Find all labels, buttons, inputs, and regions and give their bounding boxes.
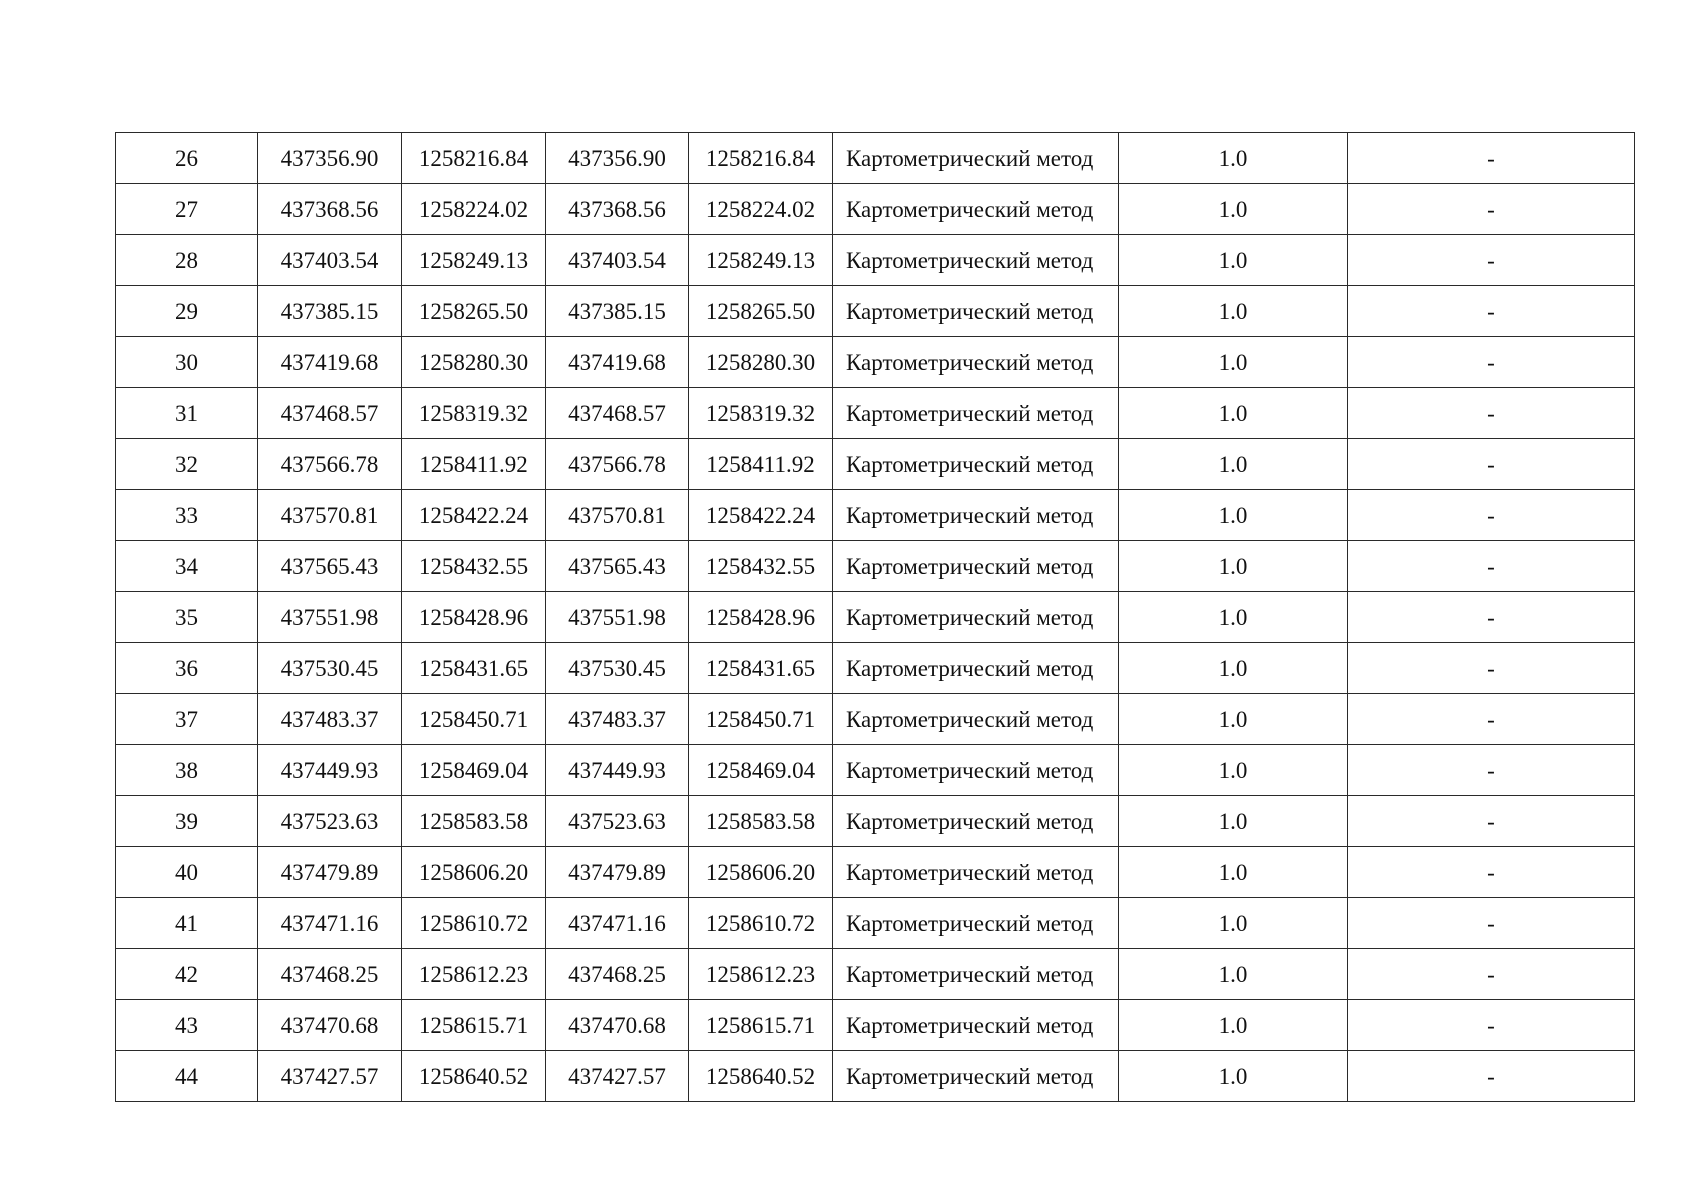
- point-number-cell: 32: [116, 439, 258, 490]
- table-row: [116, 592, 1635, 643]
- table-row: [116, 235, 1635, 286]
- refined-x-cell: 437368.56: [546, 184, 689, 235]
- table-row: [116, 133, 1635, 184]
- existing-y-cell: 1258280.30: [402, 337, 546, 388]
- existing-y-cell: 1258610.72: [402, 898, 546, 949]
- accuracy-cell: 1.0: [1119, 490, 1348, 541]
- refined-y-cell: 1258610.72: [689, 898, 833, 949]
- existing-x-cell: 437427.57: [258, 1051, 402, 1102]
- note-cell: -: [1348, 643, 1635, 694]
- note-cell: -: [1348, 541, 1635, 592]
- note-cell: -: [1348, 949, 1635, 1000]
- note-cell: -: [1348, 235, 1635, 286]
- point-number-cell: 33: [116, 490, 258, 541]
- refined-y-cell: 1258224.02: [689, 184, 833, 235]
- refined-x-cell: 437468.25: [546, 949, 689, 1000]
- note-cell: -: [1348, 898, 1635, 949]
- refined-x-cell: 437523.63: [546, 796, 689, 847]
- method-cell: Картометрический метод: [833, 235, 1119, 286]
- accuracy-cell: 1.0: [1119, 1000, 1348, 1051]
- refined-x-cell: 437470.68: [546, 1000, 689, 1051]
- table-row: [116, 796, 1635, 847]
- point-number-cell: 41: [116, 898, 258, 949]
- method-cell: Картометрический метод: [833, 337, 1119, 388]
- point-number-cell: 30: [116, 337, 258, 388]
- accuracy-cell: 1.0: [1119, 745, 1348, 796]
- existing-x-cell: 437468.57: [258, 388, 402, 439]
- existing-y-cell: 1258224.02: [402, 184, 546, 235]
- refined-x-cell: 437551.98: [546, 592, 689, 643]
- refined-y-cell: 1258612.23: [689, 949, 833, 1000]
- refined-y-cell: 1258432.55: [689, 541, 833, 592]
- note-cell: -: [1348, 184, 1635, 235]
- point-number-cell: 44: [116, 1051, 258, 1102]
- existing-y-cell: 1258615.71: [402, 1000, 546, 1051]
- table-row: [116, 949, 1635, 1000]
- note-cell: -: [1348, 1000, 1635, 1051]
- existing-y-cell: 1258450.71: [402, 694, 546, 745]
- refined-y-cell: 1258450.71: [689, 694, 833, 745]
- table-row: [116, 694, 1635, 745]
- accuracy-cell: 1.0: [1119, 694, 1348, 745]
- method-cell: Картометрический метод: [833, 388, 1119, 439]
- refined-x-cell: 437468.57: [546, 388, 689, 439]
- method-cell: Картометрический метод: [833, 490, 1119, 541]
- refined-y-cell: 1258249.13: [689, 235, 833, 286]
- refined-x-cell: 437403.54: [546, 235, 689, 286]
- point-number-cell: 36: [116, 643, 258, 694]
- existing-y-cell: 1258469.04: [402, 745, 546, 796]
- coordinates-table: [115, 132, 1635, 1102]
- existing-x-cell: 437419.68: [258, 337, 402, 388]
- refined-y-cell: 1258422.24: [689, 490, 833, 541]
- table-row: [116, 439, 1635, 490]
- method-cell: Картометрический метод: [833, 898, 1119, 949]
- note-cell: -: [1348, 694, 1635, 745]
- accuracy-cell: 1.0: [1119, 388, 1348, 439]
- note-cell: -: [1348, 796, 1635, 847]
- existing-x-cell: 437368.56: [258, 184, 402, 235]
- accuracy-cell: 1.0: [1119, 1051, 1348, 1102]
- refined-x-cell: 437419.68: [546, 337, 689, 388]
- existing-y-cell: 1258606.20: [402, 847, 546, 898]
- accuracy-cell: 1.0: [1119, 847, 1348, 898]
- refined-x-cell: 437530.45: [546, 643, 689, 694]
- table-row: [116, 745, 1635, 796]
- refined-x-cell: 437449.93: [546, 745, 689, 796]
- existing-x-cell: 437483.37: [258, 694, 402, 745]
- refined-y-cell: 1258469.04: [689, 745, 833, 796]
- refined-x-cell: 437471.16: [546, 898, 689, 949]
- method-cell: Картометрический метод: [833, 643, 1119, 694]
- existing-y-cell: 1258432.55: [402, 541, 546, 592]
- note-cell: -: [1348, 592, 1635, 643]
- existing-y-cell: 1258428.96: [402, 592, 546, 643]
- existing-y-cell: 1258612.23: [402, 949, 546, 1000]
- accuracy-cell: 1.0: [1119, 337, 1348, 388]
- refined-y-cell: 1258319.32: [689, 388, 833, 439]
- existing-y-cell: 1258319.32: [402, 388, 546, 439]
- method-cell: Картометрический метод: [833, 1051, 1119, 1102]
- method-cell: Картометрический метод: [833, 949, 1119, 1000]
- table-row: [116, 898, 1635, 949]
- refined-y-cell: 1258428.96: [689, 592, 833, 643]
- point-number-cell: 38: [116, 745, 258, 796]
- point-number-cell: 28: [116, 235, 258, 286]
- table-row: [116, 388, 1635, 439]
- method-cell: Картометрический метод: [833, 745, 1119, 796]
- refined-y-cell: 1258640.52: [689, 1051, 833, 1102]
- existing-x-cell: 437356.90: [258, 133, 402, 184]
- point-number-cell: 26: [116, 133, 258, 184]
- method-cell: Картометрический метод: [833, 439, 1119, 490]
- existing-y-cell: 1258431.65: [402, 643, 546, 694]
- point-number-cell: 43: [116, 1000, 258, 1051]
- accuracy-cell: 1.0: [1119, 541, 1348, 592]
- accuracy-cell: 1.0: [1119, 592, 1348, 643]
- existing-x-cell: 437523.63: [258, 796, 402, 847]
- existing-x-cell: 437551.98: [258, 592, 402, 643]
- note-cell: -: [1348, 490, 1635, 541]
- existing-y-cell: 1258216.84: [402, 133, 546, 184]
- point-number-cell: 37: [116, 694, 258, 745]
- method-cell: Картометрический метод: [833, 694, 1119, 745]
- note-cell: -: [1348, 745, 1635, 796]
- refined-x-cell: 437566.78: [546, 439, 689, 490]
- existing-x-cell: 437479.89: [258, 847, 402, 898]
- note-cell: -: [1348, 388, 1635, 439]
- accuracy-cell: 1.0: [1119, 184, 1348, 235]
- refined-y-cell: 1258280.30: [689, 337, 833, 388]
- existing-x-cell: 437566.78: [258, 439, 402, 490]
- accuracy-cell: 1.0: [1119, 286, 1348, 337]
- refined-x-cell: 437385.15: [546, 286, 689, 337]
- note-cell: -: [1348, 847, 1635, 898]
- point-number-cell: 42: [116, 949, 258, 1000]
- method-cell: Картометрический метод: [833, 796, 1119, 847]
- refined-y-cell: 1258615.71: [689, 1000, 833, 1051]
- existing-x-cell: 437471.16: [258, 898, 402, 949]
- accuracy-cell: 1.0: [1119, 796, 1348, 847]
- existing-y-cell: 1258265.50: [402, 286, 546, 337]
- existing-y-cell: 1258640.52: [402, 1051, 546, 1102]
- refined-x-cell: 437565.43: [546, 541, 689, 592]
- refined-y-cell: 1258265.50: [689, 286, 833, 337]
- existing-x-cell: 437468.25: [258, 949, 402, 1000]
- note-cell: -: [1348, 439, 1635, 490]
- accuracy-cell: 1.0: [1119, 643, 1348, 694]
- point-number-cell: 40: [116, 847, 258, 898]
- table-row: [116, 286, 1635, 337]
- existing-x-cell: 437449.93: [258, 745, 402, 796]
- table-row: [116, 847, 1635, 898]
- existing-x-cell: 437570.81: [258, 490, 402, 541]
- existing-y-cell: 1258249.13: [402, 235, 546, 286]
- method-cell: Картометрический метод: [833, 184, 1119, 235]
- accuracy-cell: 1.0: [1119, 439, 1348, 490]
- accuracy-cell: 1.0: [1119, 949, 1348, 1000]
- note-cell: -: [1348, 286, 1635, 337]
- refined-y-cell: 1258216.84: [689, 133, 833, 184]
- table-row: [116, 490, 1635, 541]
- method-cell: Картометрический метод: [833, 1000, 1119, 1051]
- refined-x-cell: 437479.89: [546, 847, 689, 898]
- point-number-cell: 29: [116, 286, 258, 337]
- existing-y-cell: 1258411.92: [402, 439, 546, 490]
- point-number-cell: 27: [116, 184, 258, 235]
- refined-y-cell: 1258431.65: [689, 643, 833, 694]
- method-cell: Картометрический метод: [833, 133, 1119, 184]
- refined-x-cell: 437483.37: [546, 694, 689, 745]
- table-row: [116, 1000, 1635, 1051]
- existing-y-cell: 1258422.24: [402, 490, 546, 541]
- table-row: [116, 1051, 1635, 1102]
- existing-x-cell: 437565.43: [258, 541, 402, 592]
- existing-x-cell: 437530.45: [258, 643, 402, 694]
- refined-y-cell: 1258606.20: [689, 847, 833, 898]
- method-cell: Картометрический метод: [833, 847, 1119, 898]
- coordinates-table-body: [116, 133, 1635, 1102]
- note-cell: -: [1348, 337, 1635, 388]
- existing-y-cell: 1258583.58: [402, 796, 546, 847]
- table-row: [116, 541, 1635, 592]
- note-cell: -: [1348, 133, 1635, 184]
- refined-x-cell: 437570.81: [546, 490, 689, 541]
- table-row: [116, 643, 1635, 694]
- note-cell: -: [1348, 1051, 1635, 1102]
- existing-x-cell: 437403.54: [258, 235, 402, 286]
- method-cell: Картометрический метод: [833, 592, 1119, 643]
- accuracy-cell: 1.0: [1119, 133, 1348, 184]
- point-number-cell: 39: [116, 796, 258, 847]
- method-cell: Картометрический метод: [833, 541, 1119, 592]
- point-number-cell: 34: [116, 541, 258, 592]
- table-row: [116, 184, 1635, 235]
- refined-y-cell: 1258583.58: [689, 796, 833, 847]
- method-cell: Картометрический метод: [833, 286, 1119, 337]
- refined-x-cell: 437356.90: [546, 133, 689, 184]
- point-number-cell: 35: [116, 592, 258, 643]
- accuracy-cell: 1.0: [1119, 898, 1348, 949]
- point-number-cell: 31: [116, 388, 258, 439]
- refined-x-cell: 437427.57: [546, 1051, 689, 1102]
- existing-x-cell: 437470.68: [258, 1000, 402, 1051]
- accuracy-cell: 1.0: [1119, 235, 1348, 286]
- table-row: [116, 337, 1635, 388]
- refined-y-cell: 1258411.92: [689, 439, 833, 490]
- existing-x-cell: 437385.15: [258, 286, 402, 337]
